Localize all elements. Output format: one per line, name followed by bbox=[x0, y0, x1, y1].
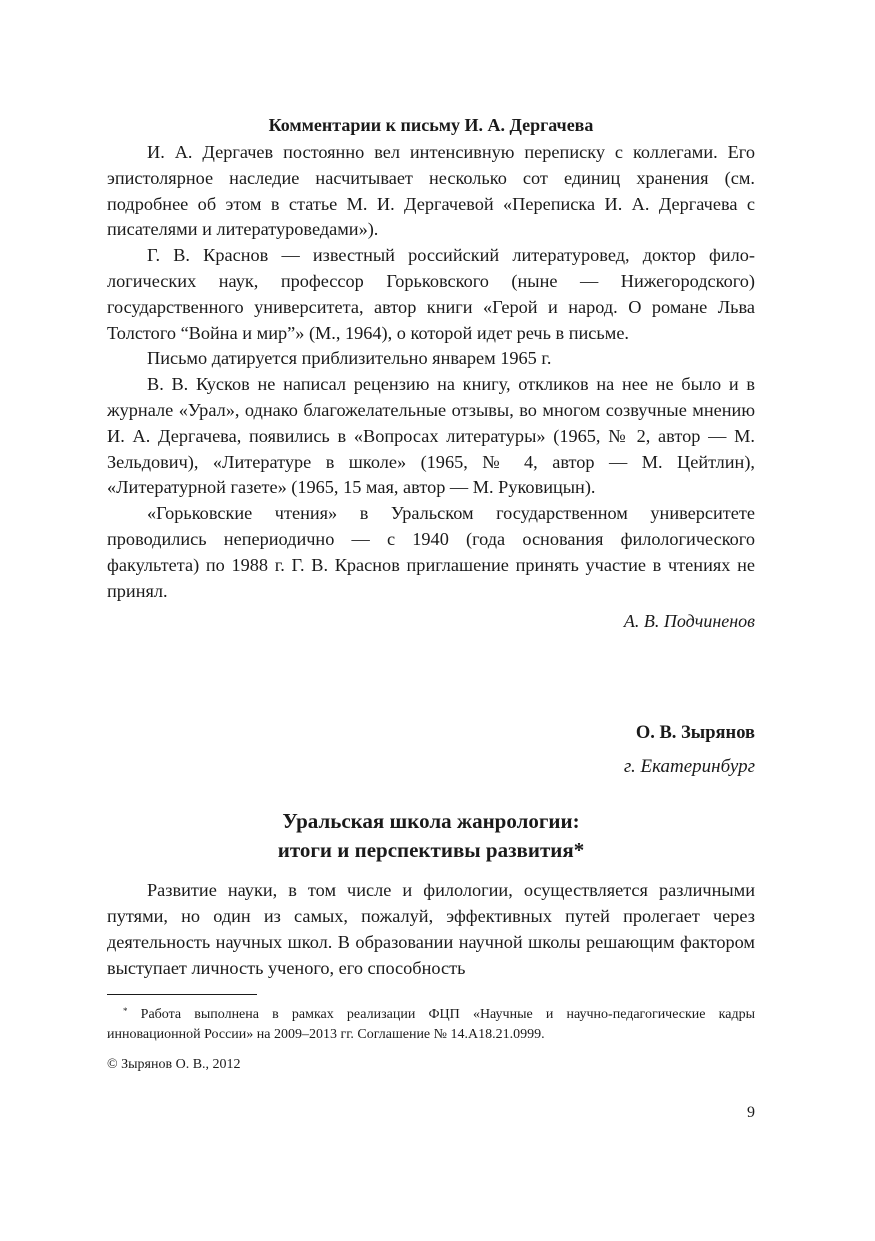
article-title bbox=[107, 807, 755, 865]
footnote-text: Работа выполнена в рамках реализации ФЦП «Научные и научно-педагогические кадры инновационной России» на 2009–2013 гг. Соглашение № 14.А18.21.0999. bbox=[107, 1006, 755, 1042]
comments-paragraph-2: Г. В. Краснов — известный российский литературовед, доктор филологических наук, профессор Горьковского (ныне — Нижегородского) государственного университета, автор книги «Герой и народ. О романе Льва Толстого “Война и мир”» (М., 1964), о которой идет речь в письме. bbox=[107, 245, 755, 343]
comments-heading: Комментарии к письму И. А. Дергачева bbox=[268, 115, 594, 135]
footnote-divider bbox=[107, 994, 257, 995]
article-author: О. В. Зырянов bbox=[635, 723, 755, 744]
copyright: © Зырянов О. В., 2012 bbox=[107, 1056, 241, 1072]
comments-paragraph-5: «Горьковские чтения» в Уральском государственном университете проводились непериодично — с 1940 (года основания филологического факультета) по 1988 г. Г. В. Краснов приглашение принять участие в чтениях не принял. bbox=[107, 503, 755, 601]
footnote bbox=[107, 1005, 755, 1045]
comments-signature: А. В. Подчиненов bbox=[623, 611, 755, 632]
comments-paragraph-4: В. В. Кусков не написал рецензию на книгу, откликов на нее не было и в журнале «Урал», однако благожелательные отзывы, во многом созвучные мнению И. А. Дергачева, появились в «Вопросах литературы» (1965, № 2, автор — М. Зельдович), «Литературе в школе» (1965, № 4, автор — М. Цейтлин), «Литературной газете» (1965, 15 мая, автор — М. Руковицын). bbox=[107, 374, 755, 498]
article-city: г. Екатеринбург bbox=[623, 756, 755, 778]
article-title-line-2: итоги и перспективы развития* bbox=[277, 838, 585, 863]
page-number: 9 bbox=[747, 1104, 755, 1121]
comments-paragraph-1: И. А. Дергачев постоянно вел интенсивную переписку с коллегами. Его эпистолярное наследие насчитывает несколько сот единиц хранения (см. подробнее об этом в статье М. И. Дергачевой «Переписка И. А. Дергачева с писателями и литературоведами»). bbox=[107, 142, 755, 240]
article-paragraph: Развитие науки, в том числе и филологии, осуществляется различными путями, но один из самых, пожалуй, эффективных путей пролегает через деятельность научных школ. В образовании научной школы решающим фактором выступает личность ученого, его способность bbox=[107, 880, 755, 978]
footnote-marker: * bbox=[123, 1005, 128, 1016]
page-body bbox=[107, 112, 755, 1075]
comments-paragraph-3: Письмо датируется приблизительно январем 1965 г. bbox=[147, 348, 552, 369]
article-title-line-1: Уральская школа жанрологии: bbox=[282, 809, 580, 834]
